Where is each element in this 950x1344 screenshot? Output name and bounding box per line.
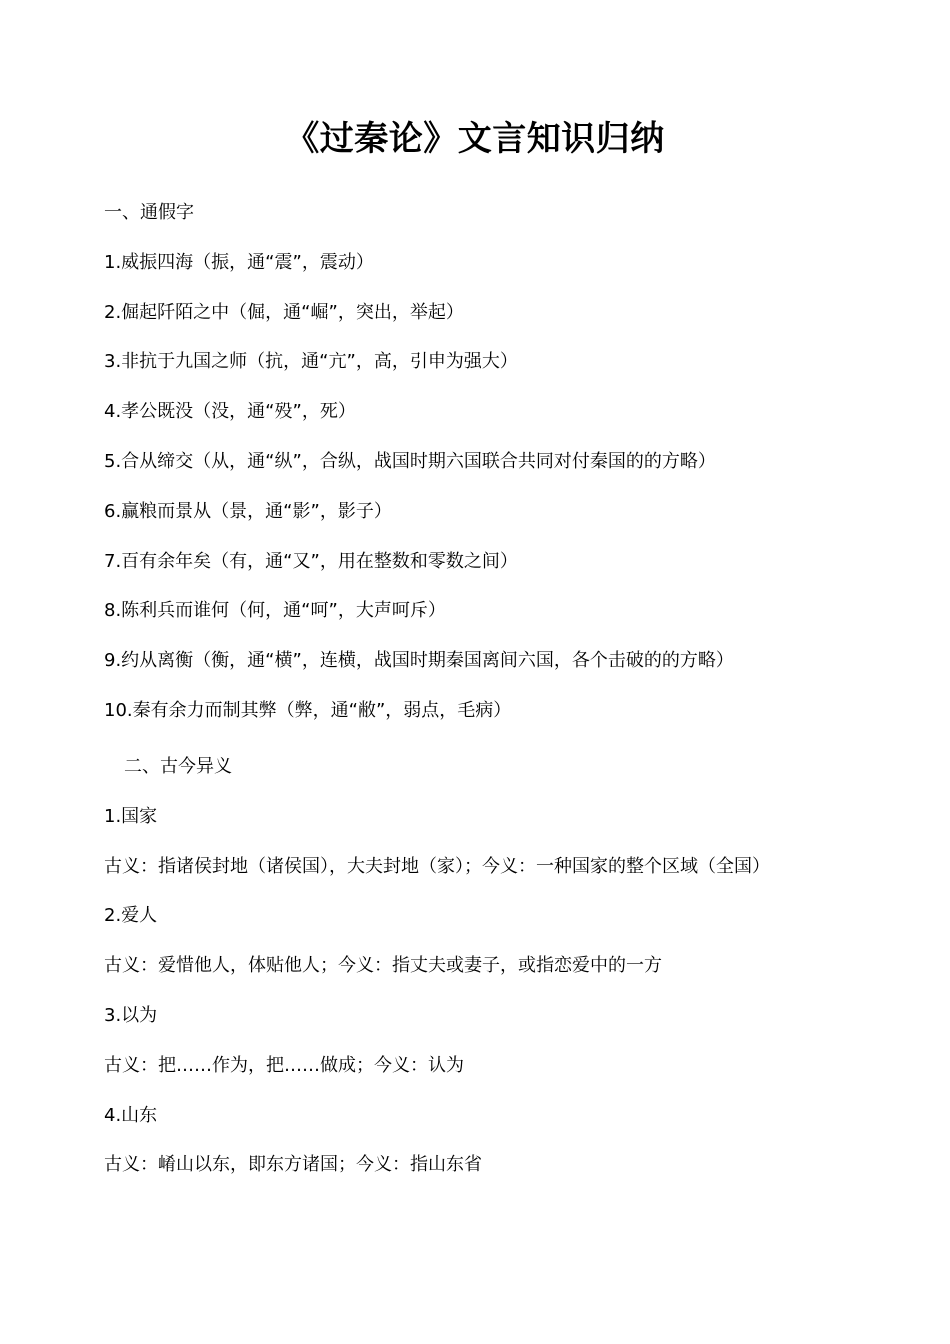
list-item: 古义：崤山以东，即东方诸国；今义：指山东省 [104,1154,482,1176]
list-item: 古义：把……作为，把……做成；今义：认为 [104,1054,464,1076]
list-item: 2.爱人 [104,905,158,927]
list-item: 4.山东 [104,1104,158,1126]
list-item: 8.陈利兵而谁何（何，通“呵”，大声呵斥） [104,600,446,622]
page-title: 《过秦论》文言知识归纳 [285,119,665,159]
list-item: 6.赢粮而景从（景，通“影”，影子） [104,500,392,522]
section-heading-tongjiazi: 一、通假字 [104,202,194,223]
list-item: 古义：指诸侯封地（诸侯国），大夫封地（家）；今义：一种国家的整个区域（全国） [104,855,770,877]
list-item: 古义：爱惜他人，体贴他人；今义：指丈夫或妻子，或指恋爱中的一方 [104,955,662,977]
list-item: 9.约从离衡（衡，通“横”，连横，战国时期秦国离间六国，各个击破的的方略） [104,650,734,672]
list-item: 7.百有余年矣（有，通“又”，用在整数和零数之间） [104,550,518,572]
list-item: 1.国家 [104,805,158,827]
list-item: 10.秦有余力而制其弊（弊，通“敝”，弱点，毛病） [104,699,512,721]
section-heading-gujinyiyi: 二、古今异义 [124,755,232,777]
list-item: 3.非抗于九国之师（抗，通“亢”，高，引申为强大） [104,351,518,373]
list-item: 3.以为 [104,1004,158,1026]
list-item: 1.威振四海（振，通“震”，震动） [104,251,374,273]
list-item: 2.倔起阡陌之中（倔，通“崛”，突出，举起） [104,301,464,323]
list-item: 5.合从缔交（从，通“纵”，合纵，战国时期六国联合共同对付秦国的的方略） [104,450,716,472]
document-body [104,197,904,1199]
list-item: 4.孝公既没（没，通“殁”，死） [104,401,356,423]
